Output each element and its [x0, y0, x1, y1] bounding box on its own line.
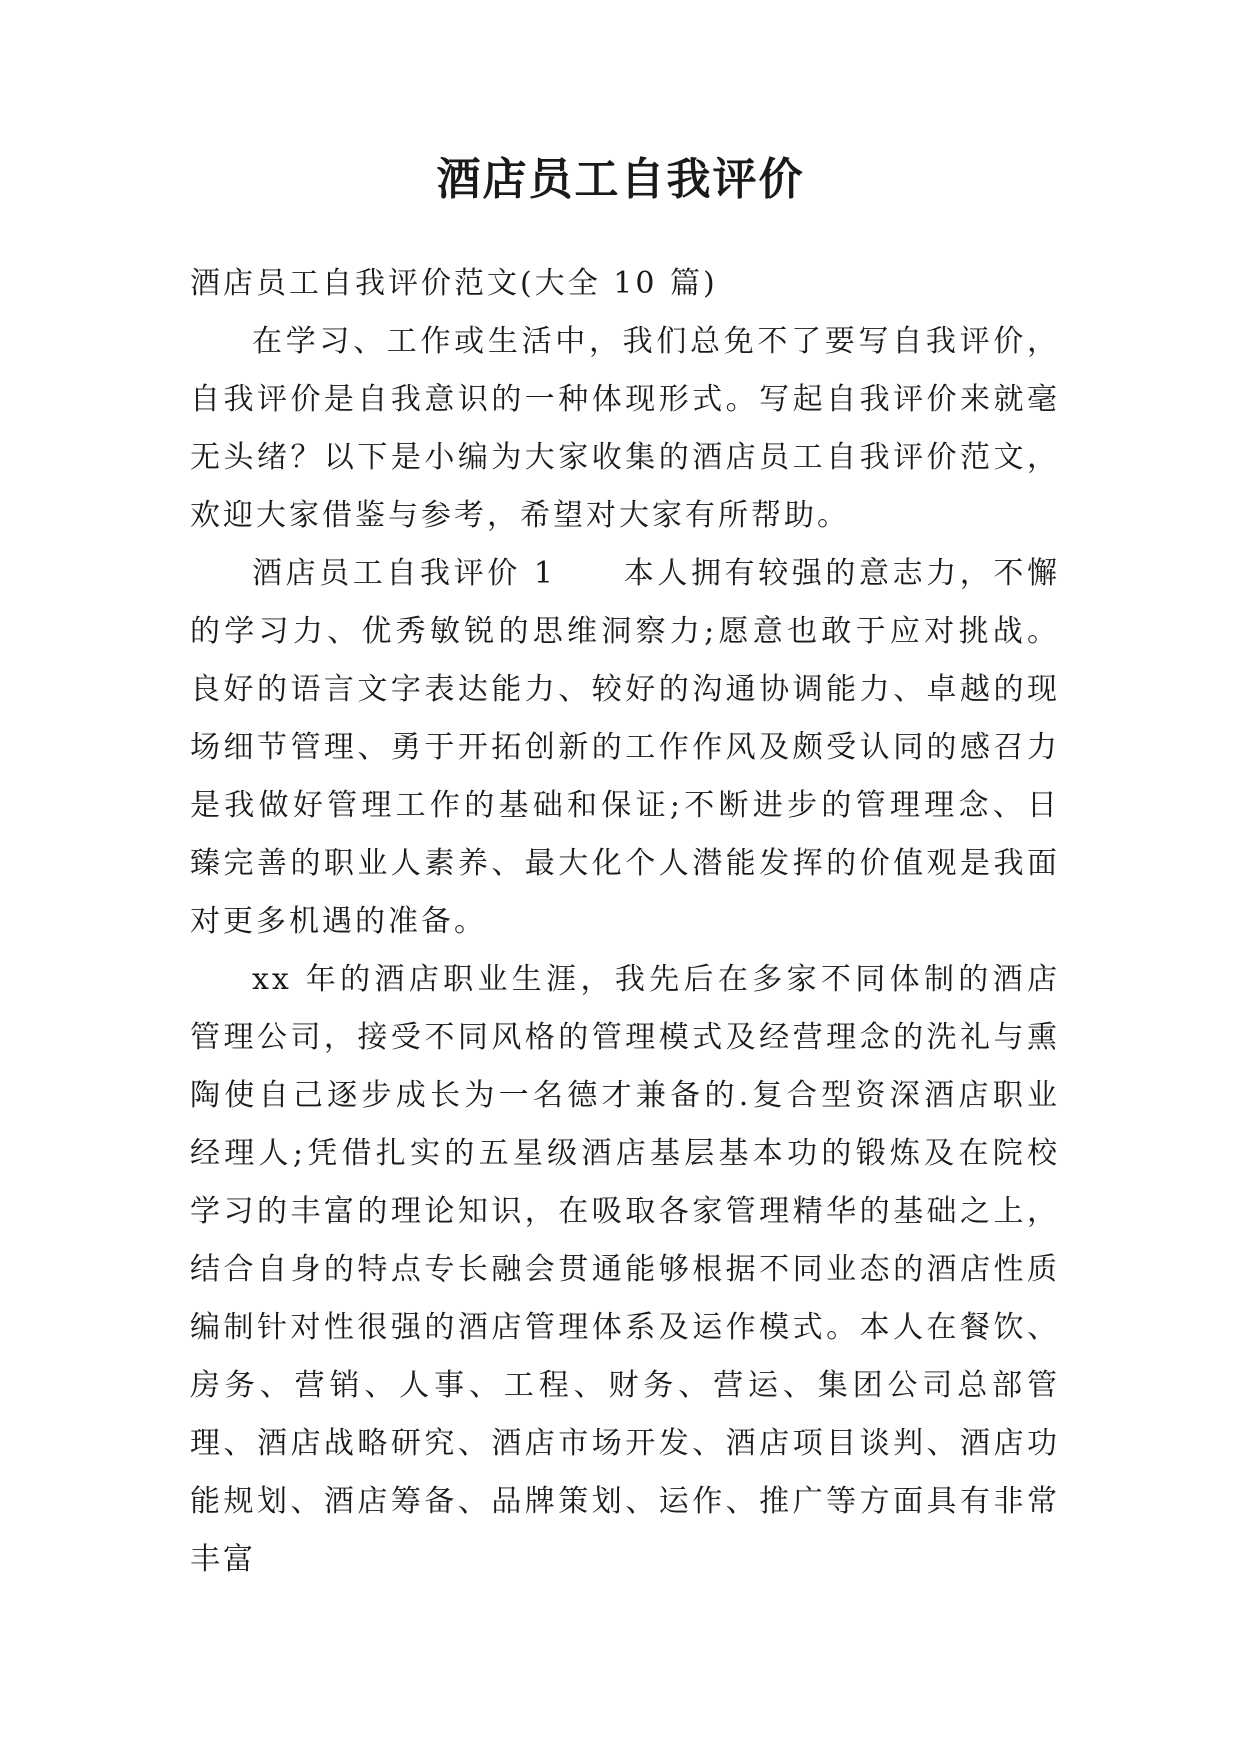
document-body	[190, 255, 1060, 1589]
document-subtitle: 酒店员工自我评价范文(大全 10 篇)	[190, 266, 718, 301]
paragraph-evaluation-1: 酒店员工自我评价 1 本人拥有较强的意志力，不懈的学习力、优秀敏锐的思维洞察力;愿意也敢于应对挑战。良好的语言文字表达能力、较好的沟通协调能力、卓越的现场细节管理、勇于开拓创新的工作作风及颇受认同的感召力是我做好管理工作的基础和保证;不断进步的管理理念、日臻完善的职业人素养、最大化个人潜能发挥的价值观是我面对更多机遇的准备。	[190, 556, 1060, 939]
paragraph-career: xx 年的酒店职业生涯，我先后在多家不同体制的酒店管理公司，接受不同风格的管理模式及经营理念的洗礼与熏陶使自己逐步成长为一名德才兼备的.复合型资深酒店职业经理人;凭借扎实的五星级酒店基层基本功的锻炼及在院校学习的丰富的理论知识，在吸取各家管理精华的基础之上，结合自身的特点专长融会贯通能够根据不同业态的酒店性质编制针对性很强的酒店管理体系及运作模式。本人在餐饮、房务、营销、人事、工程、财务、营运、集团公司总部管理、酒店战略研究、酒店市场开发、酒店项目谈判、酒店功能规划、酒店筹备、品牌策划、运作、推广等方面具有非常丰富	[190, 962, 1060, 1577]
document-title: 酒店员工自我评价	[436, 154, 805, 205]
paragraph-intro: 在学习、工作或生活中，我们总免不了要写自我评价，自我评价是自我意识的一种体现形式。写起自我评价来就毫无头绪？以下是小编为大家收集的酒店员工自我评价范文，欢迎大家借鉴与参考，希望对大家有所帮助。	[190, 324, 1060, 533]
